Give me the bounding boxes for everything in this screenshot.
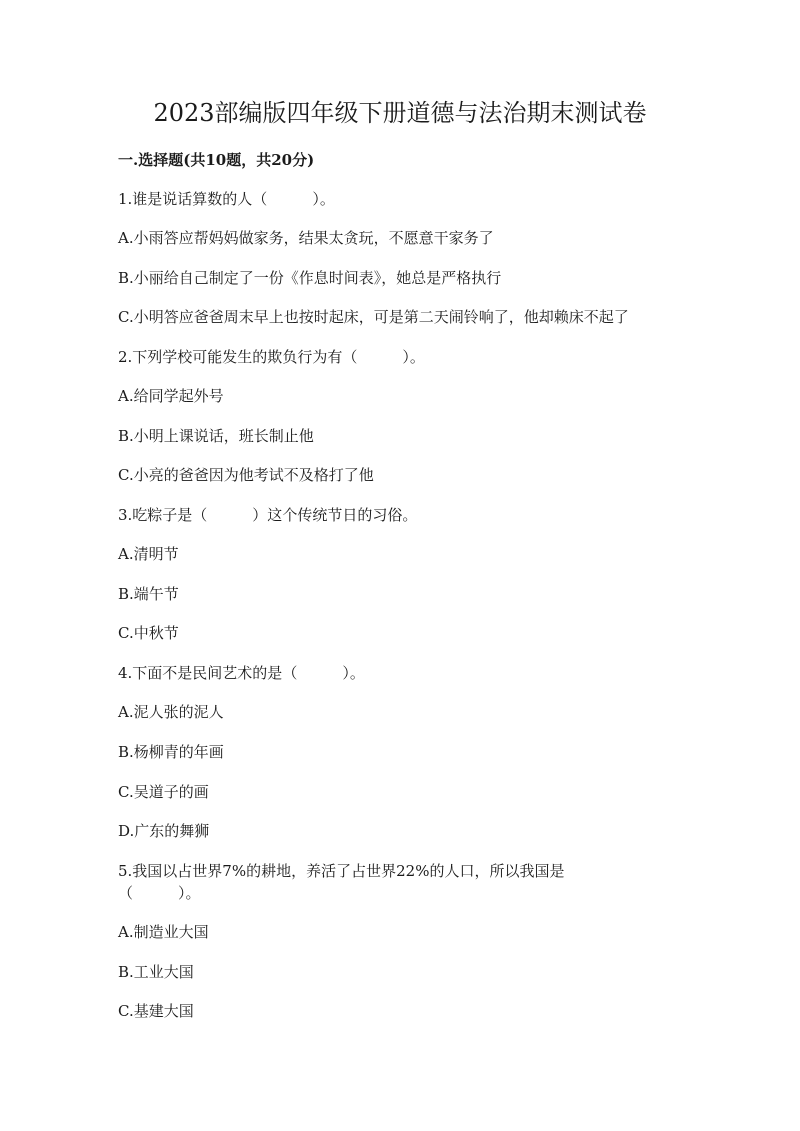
question-4-option-d: D.广东的舞狮 — [118, 822, 210, 840]
question-5-option-a: A.制造业大国 — [118, 923, 209, 941]
question-2-option-b: B.小明上课说话，班长制止他 — [118, 427, 314, 445]
section-heading: 一.选择题(共10题，共20分) — [118, 151, 315, 169]
question-2-option-c: C.小亮的爸爸因为他考试不及格打了他 — [118, 466, 374, 484]
question-3-option-c: C.中秋节 — [118, 624, 179, 642]
question-1-option-b: B.小丽给自己制定了一份《作息时间表》，她总是严格执行 — [118, 269, 502, 287]
question-1-option-a: A.小雨答应帮妈妈做家务，结果太贪玩，不愿意干家务了 — [118, 229, 494, 247]
question-3-option-a: A.清明节 — [118, 545, 179, 563]
exam-title: 2023部编版四年级下册道德与法治期末测试卷 — [153, 99, 647, 127]
question-1-option-c: C.小明答应爸爸周末早上也按时起床，可是第二天闹铃响了，他却赖床不起了 — [118, 308, 629, 326]
question-5-stem-continued: （ ）。 — [118, 884, 201, 902]
question-3-stem: 3.吃粽子是（ ）这个传统节日的习俗。 — [118, 506, 418, 524]
question-5-option-c: C.基建大国 — [118, 1002, 194, 1020]
question-4-option-a: A.泥人张的泥人 — [118, 703, 224, 721]
question-4-option-b: B.杨柳青的年画 — [118, 743, 224, 761]
question-2-option-a: A.给同学起外号 — [118, 387, 224, 405]
question-4-stem: 4.下面不是民间艺术的是（ ）。 — [118, 664, 365, 682]
question-2-stem: 2.下列学校可能发生的欺负行为有（ ）。 — [118, 348, 425, 366]
question-5-stem: 5.我国以占世界7%的耕地，养活了占世界22%的人口，所以我国是 — [118, 862, 565, 880]
question-5-option-b: B.工业大国 — [118, 963, 194, 981]
question-3-option-b: B.端午节 — [118, 585, 179, 603]
question-1-stem: 1.谁是说话算数的人（ ）。 — [118, 190, 335, 208]
question-4-option-c: C.吴道子的画 — [118, 783, 209, 801]
